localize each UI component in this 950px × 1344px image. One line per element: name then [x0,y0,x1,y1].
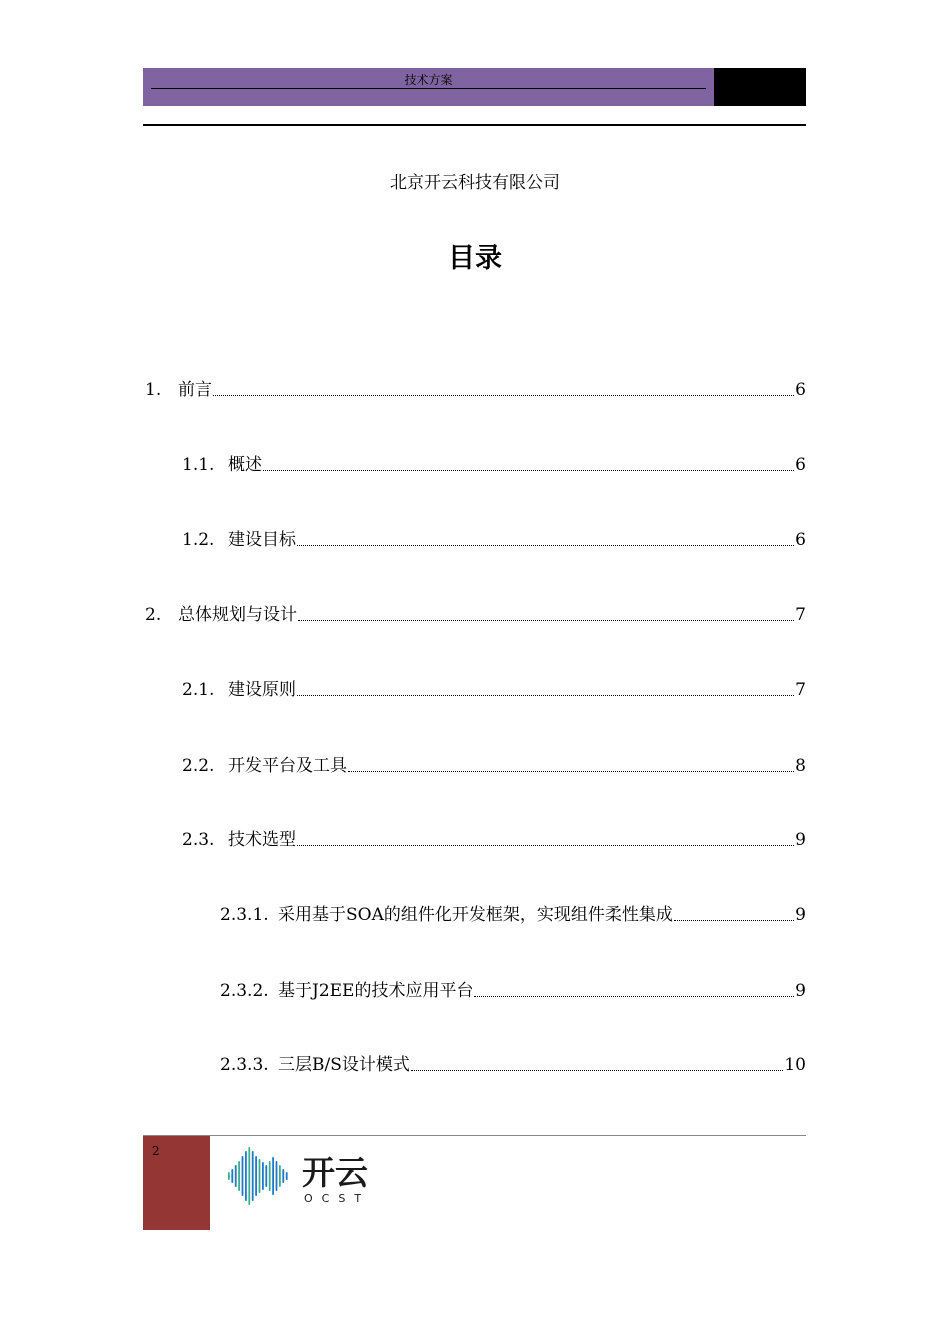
logo-subtext: OCST [304,1192,371,1205]
toc-number: 2.3.1. [220,905,269,925]
toc-entry[interactable] [182,754,806,778]
logo-bar [245,1151,247,1201]
logo-text: 开云 [302,1153,368,1192]
toc-leader [297,845,794,846]
toc-label: 前言 [178,380,212,400]
toc-entry[interactable] [220,1053,806,1077]
toc-leader [411,1070,783,1071]
toc-label: 建设原则 [228,680,296,700]
toc-leader [297,695,794,696]
logo-bar [231,1169,233,1183]
toc-entry[interactable] [145,603,806,627]
toc-page: 6 [795,455,806,475]
company-name: 北京开云科技有限公司 [390,173,560,193]
page-number: 2 [152,1144,160,1158]
logo-bar [282,1169,284,1183]
toc-label: 技术选型 [228,830,296,850]
logo-bar [252,1151,254,1201]
toc-number: 1. [145,380,162,400]
toc-entry[interactable] [220,903,806,927]
toc-page: 9 [795,830,806,850]
toc-page: 6 [795,530,806,550]
footer-rule [143,1135,806,1136]
logo-bar [248,1147,250,1205]
toc-leader [298,620,794,621]
header-bar [143,68,714,106]
logo-bar [272,1157,274,1195]
toc-entry[interactable] [182,528,806,552]
toc-label: 总体规划与设计 [178,605,297,625]
toc-leader [348,771,794,772]
toc-leader [263,470,794,471]
toc-leader [674,920,794,921]
toc-page: 9 [795,981,806,1001]
logo-bar [235,1165,237,1187]
toc-entry[interactable] [145,378,806,402]
toc-leader [474,996,794,997]
toc-title: 目录 [448,243,502,274]
toc-label: 建设目标 [228,530,296,550]
header-black-block [714,68,806,106]
toc-page: 7 [795,680,806,700]
toc-entry[interactable] [182,453,806,477]
header-rule [143,124,806,126]
toc-number: 2.3. [182,830,215,850]
header-underline [151,88,706,89]
logo-bar [262,1162,264,1190]
toc-page: 7 [795,605,806,625]
logo-bar [228,1172,230,1180]
toc-number: 1.2. [182,530,215,550]
header-title: 技术方案 [404,73,453,87]
toc-entry[interactable] [182,828,806,852]
toc-number: 2.3.2. [220,981,269,1001]
toc-leader [297,545,794,546]
logo-bar [259,1159,261,1193]
toc-entry[interactable] [182,678,806,702]
toc-page: 9 [795,905,806,925]
toc-page: 6 [795,380,806,400]
toc-number: 2.2. [182,756,215,776]
toc-entry[interactable] [220,979,806,1003]
logo-mark-icon [228,1147,288,1205]
toc-label: 采用基于SOA的组件化开发框架，实现组件柔性集成 [278,905,673,925]
toc-label: 概述 [228,455,262,475]
logo-bar [279,1165,281,1187]
logo-bar [286,1172,288,1180]
toc-number: 2.1. [182,680,215,700]
toc-page: 10 [784,1055,806,1075]
logo-bar [255,1156,257,1196]
toc-number: 2.3.3. [220,1055,269,1075]
logo-bar [238,1161,240,1191]
toc-label: 开发平台及工具 [228,756,347,776]
toc-leader [213,395,794,396]
logo-bar [276,1161,278,1191]
logo-bar [242,1156,244,1196]
logo-bar [265,1165,267,1187]
toc-label: 三层B/S设计模式 [278,1055,410,1075]
toc-page: 8 [795,756,806,776]
footer-page-box [143,1136,210,1230]
logo-bar [269,1161,271,1191]
toc-number: 1.1. [182,455,215,475]
toc-number: 2. [145,605,162,625]
company-logo [226,1140,376,1210]
toc-label: 基于J2EE的技术应用平台 [278,981,474,1001]
